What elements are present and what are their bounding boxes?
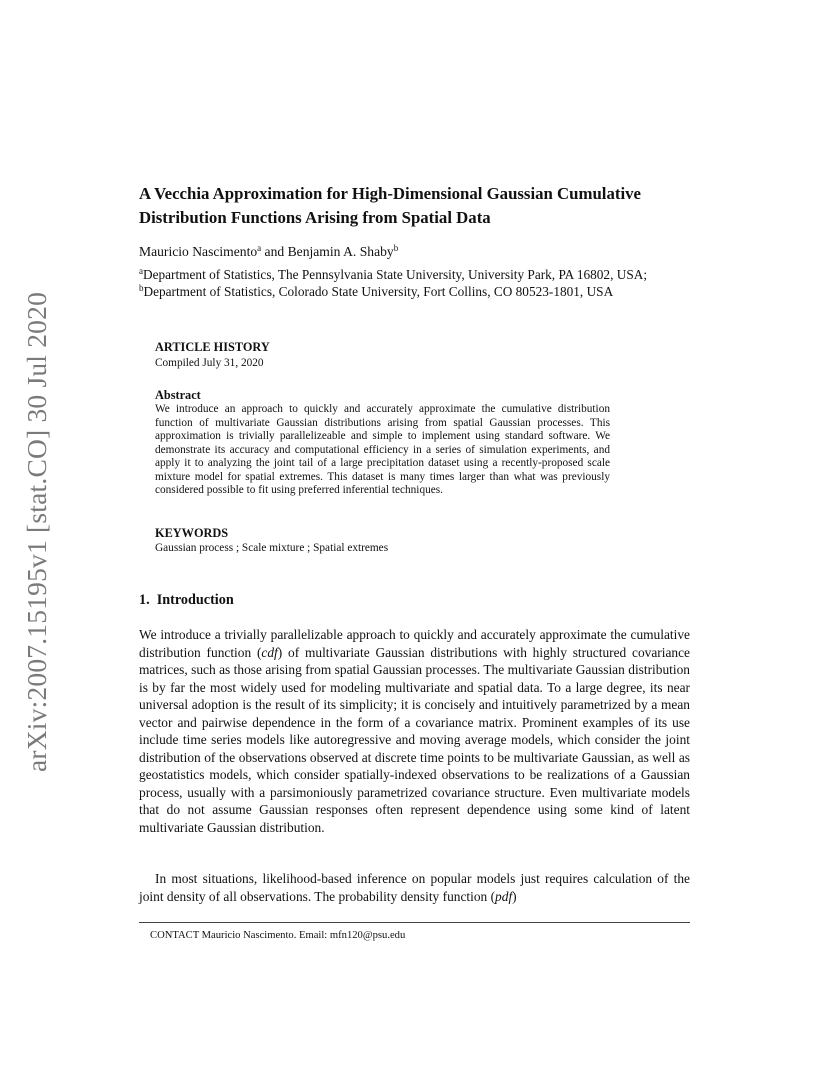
- affiliation-b-mark: b: [139, 283, 144, 293]
- author-1-mark: a: [257, 243, 262, 253]
- abstract-text: We introduce an approach to quickly and accurately approximate the cumulative distribution function of multivariate Gaussian distributions arising from spatial Gaussian processes. This approximation is trivially parallelizeable and simple to implement using standard software. We demonstrate its accuracy and computational efficiency in a series of simulation experiments, and apply it to analyzing the joint tail of a large precipitation dataset using a recently-proposed scale mixture model for spatial extremes. This dataset is many times larger than what was previously considered possible to fit using preferred inferential techniques.: [155, 403, 610, 496]
- paper-title: A Vecchia Approximation for High-Dimensional Gaussian Cumulative Distribution Functions Arising from Spatial Data: [139, 184, 641, 227]
- keywords-text: Gaussian process ; Scale mixture ; Spatial extremes: [155, 542, 389, 554]
- arxiv-identifier: arXiv:2007.15195v1 [stat.CO] 30 Jul 2020: [21, 291, 52, 773]
- intro-paragraph-2: [139, 870, 690, 905]
- pdf-abbreviation: pdf: [495, 888, 513, 904]
- affiliations: [139, 266, 690, 300]
- paragraph-2-text-a: In most situations, likelihood-based inference on popular models just requires calculation of the joint density of all observations. The probability density function (: [139, 871, 690, 904]
- keywords-heading: KEYWORDS: [155, 526, 229, 540]
- paragraph-1-text-b: ) of multivariate Gaussian distributions with highly structured covariance matrices, such as those arising from spatial Gaussian processes. The multivariate Gaussian distribution is by far the most widely used for modeling multivariate and spatial data. To a large degree, its near universal adoption is the result of its simplicity; it is concisely and intuitively parametrized by a mean vector and pairwise dependence in the form of a covariance matrix. Prominent examples of its use include time series models like autoregressive and moving average models, which consider the joint distribution of the observations observed at discrete time points to be multivariate Gaussian, as well as geostatistics models, which consider spatially-indexed observations to be realizations of a Gaussian process, usually with a parsimoniously parametrized covariance structure. Even multivariate models that do not assume Gaussian responses often represent dependence using some kind of latent multivariate Gaussian distribution.: [139, 644, 691, 835]
- author-join: and: [261, 244, 288, 259]
- paragraph-1-text-a: We introduce a trivially parallelizable approach to quickly and accurately approximate the cumulative distribution function (: [139, 627, 690, 660]
- affiliation-b: Department of Statistics, Colorado State University, Fort Collins, CO 80523-1801, USA: [143, 284, 614, 299]
- cdf-abbreviation: cdf: [261, 644, 278, 660]
- article-history: [155, 340, 610, 371]
- contact-footnote: CONTACT Mauricio Nascimento. Email: mfn120@psu.edu: [150, 930, 406, 941]
- author-2-name: Benjamin A. Shaby: [287, 244, 394, 259]
- intro-paragraph-1: [139, 626, 690, 836]
- author-line: [139, 243, 398, 261]
- arxiv-side-stamp: [12, 292, 62, 772]
- author-2-mark: b: [393, 243, 399, 253]
- affiliation-a: Department of Statistics, The Pennsylvania State University, University Park, PA 16802, USA;: [143, 267, 648, 282]
- keywords: [155, 526, 610, 556]
- compiled-date: Compiled July 31, 2020: [155, 357, 264, 369]
- affiliation-a-mark: a: [139, 266, 143, 276]
- abstract: [155, 388, 610, 498]
- abstract-heading: Abstract: [155, 388, 201, 402]
- author-1-name: Mauricio Nascimento: [139, 244, 258, 259]
- footnote-divider: [139, 922, 690, 923]
- paragraph-2-text-b: ): [512, 888, 517, 904]
- section-heading-introduction: 1. Introduction: [139, 592, 234, 608]
- article-history-heading: ARTICLE HISTORY: [155, 340, 270, 354]
